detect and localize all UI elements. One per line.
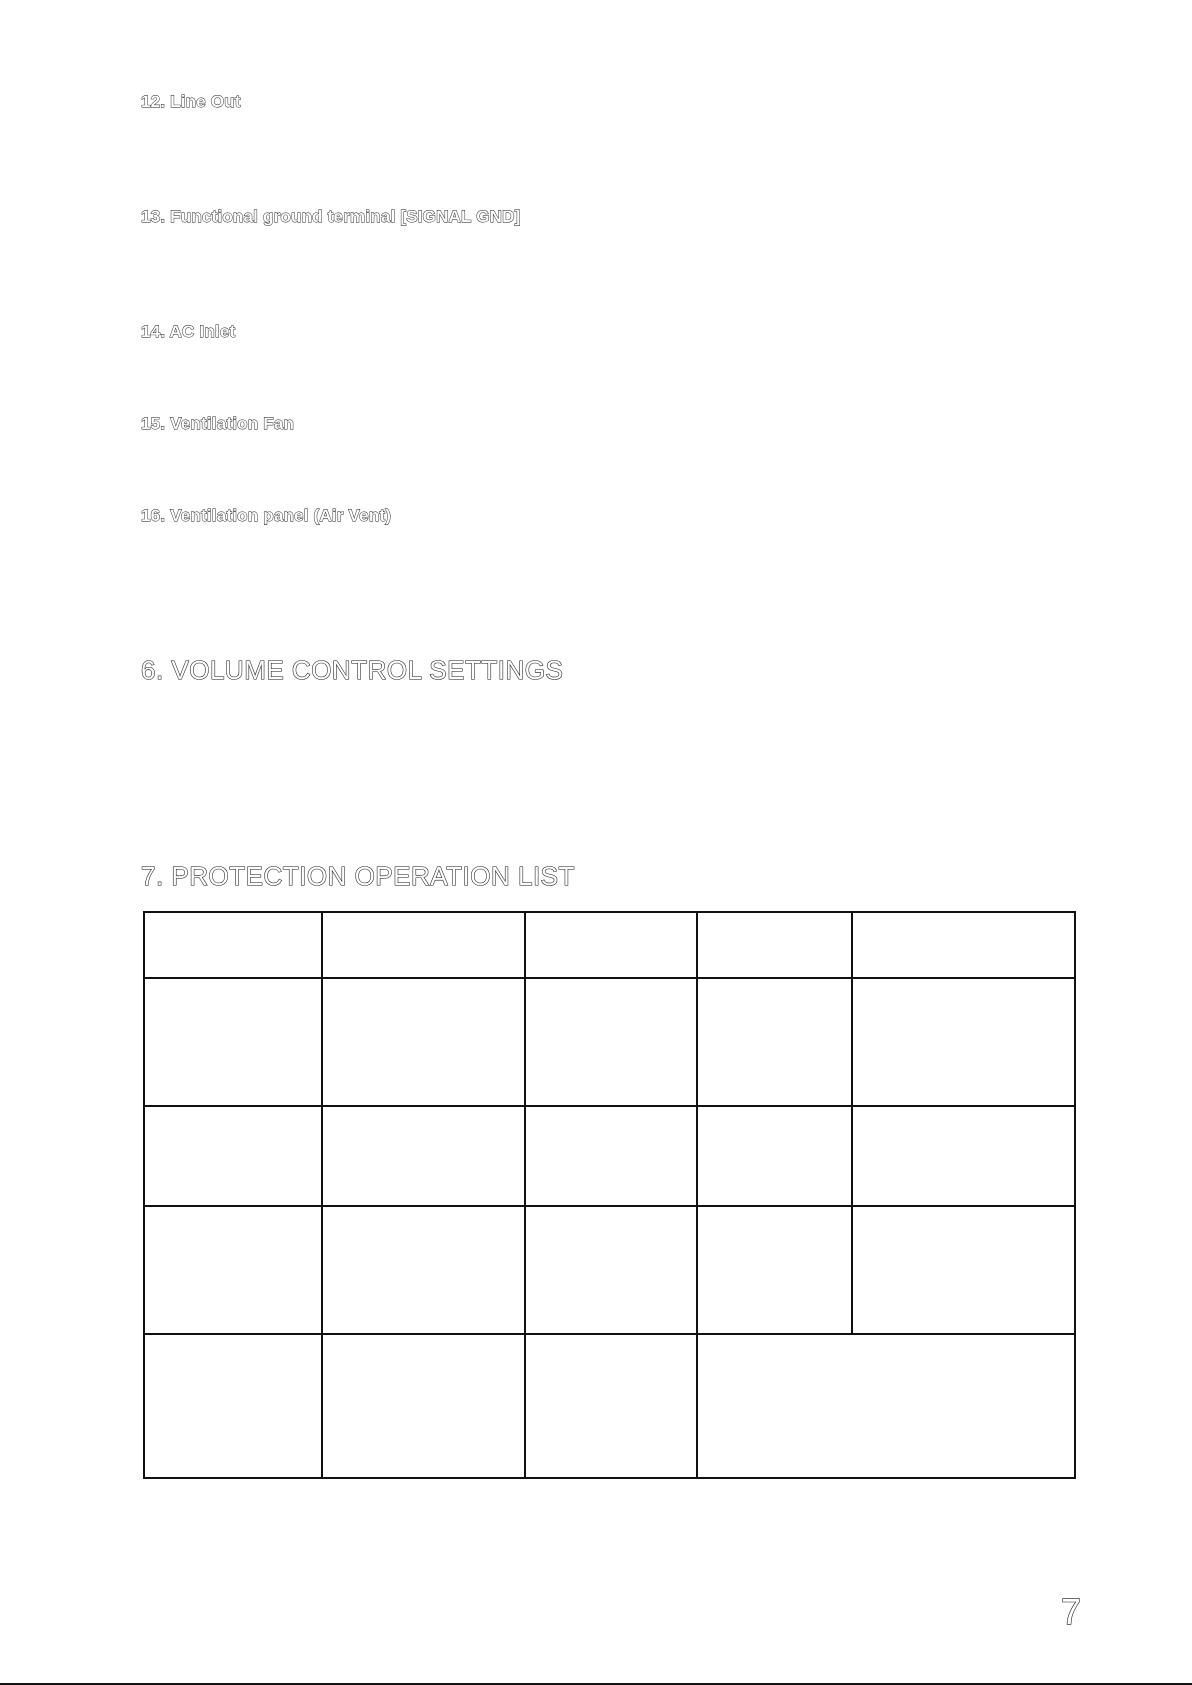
table-header-row (144, 912, 1075, 978)
item-heading-line-out: 12. Line Out (141, 92, 241, 111)
table-row (144, 1206, 1075, 1334)
table-cell (852, 978, 1075, 1106)
table-cell (697, 912, 852, 978)
table-cell (144, 1106, 322, 1206)
table-cell (144, 1206, 322, 1334)
table-row (144, 1334, 1075, 1478)
table-cell (525, 978, 697, 1106)
section-title-volume-control: 6. VOLUME CONTROL SETTINGS (141, 655, 564, 685)
table-cell (144, 1334, 322, 1478)
table-cell (322, 1334, 525, 1478)
table-cell (525, 1334, 697, 1478)
table-cell (322, 978, 525, 1106)
section-title-protection-list: 7. PROTECTION OPERATION LIST (141, 861, 575, 891)
table-cell (697, 1106, 852, 1206)
table-cell (852, 912, 1075, 978)
table-cell (144, 912, 322, 978)
table-cell (525, 1206, 697, 1334)
table-cell-merged (697, 1334, 1075, 1478)
protection-operation-table (143, 911, 1076, 1479)
table-cell (697, 1206, 852, 1334)
table-cell (322, 1106, 525, 1206)
table-row (144, 978, 1075, 1106)
table-cell (322, 1206, 525, 1334)
table-cell (852, 1106, 1075, 1206)
table-cell (144, 978, 322, 1106)
table-row (144, 1106, 1075, 1206)
item-heading-signal-gnd: 13. Functional ground terminal [SIGNAL GND] (141, 207, 521, 226)
table-cell (525, 912, 697, 978)
item-heading-ac-inlet: 14. AC Inlet (141, 322, 236, 341)
item-heading-ventilation-fan: 15. Ventilation Fan (141, 414, 295, 433)
table-cell (322, 912, 525, 978)
table-cell (697, 978, 852, 1106)
page-number: 7 (1061, 1591, 1082, 1632)
table-cell (525, 1106, 697, 1206)
table-cell (852, 1206, 1075, 1334)
item-heading-ventilation-panel: 16. Ventilation panel (Air Vent) (141, 506, 392, 525)
